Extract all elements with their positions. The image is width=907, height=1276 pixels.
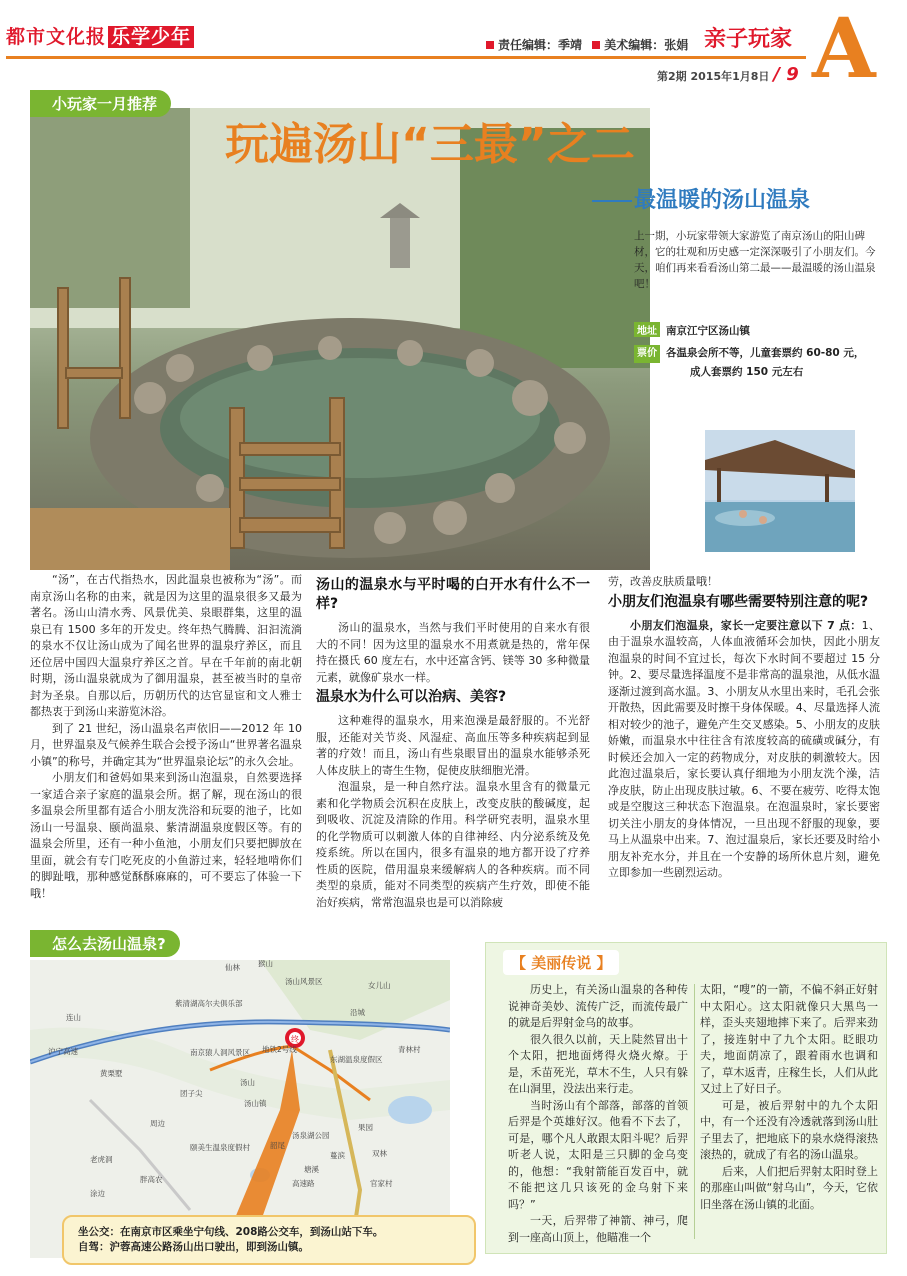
route-map bbox=[30, 960, 450, 1258]
bullet-square-icon bbox=[592, 41, 600, 49]
map-label: 官家村 bbox=[370, 1179, 393, 1188]
map-label: 沿城 bbox=[350, 1008, 365, 1017]
pavilion-illustration bbox=[705, 430, 855, 552]
hot-spring-illustration bbox=[30, 108, 650, 570]
paragraph: 到了 21 世纪，汤山温泉名声依旧——2012 年 10 月，世界温泉及气候养生联合会授予汤山“世界著名温泉小镇”的称号，并确定其为“世界温泉论坛”的永久会址。 bbox=[30, 721, 302, 768]
address-value: 南京江宁区汤山镇 bbox=[666, 325, 750, 337]
body-column-3 bbox=[608, 574, 880, 882]
price-label: 票价 bbox=[634, 345, 660, 363]
paragraph: 泡温泉，是一种自然疗法。温泉水里含有的微量元素和化学物质会沉积在皮肤上，改变皮肤的酸碱度，起到吸收、沉淀及清除的作用。科学研究表明，温泉水里的化学物质可以刺激人体的自律神经、内分泌系统及免疫系统。所以在国内，很多有温泉的地方都开设了疗养性质的医院，借用温泉来缓解病人的各种疾病。而不同类型的泉质，能对不同类型的疾病产生疗效，即使不能治好疾病，常常泡温泉也是可以消除疲 bbox=[316, 780, 590, 909]
tips-text: 1、由于温泉水温较高，人体血液循环会加快，因此小朋友泡温泉的时间不宜过长，每次下水时间不要超过 15 分钟。2、要尽量选择温度不是非常高的温泉池，从低水温逐渐过渡到高水温。3、小朋友从水里出来时，毛孔会张开散热，因此需要及时擦干身体保暖。4、尽量选择人流相对较少的池子，避免产生交叉感染。5、小朋友的皮肤娇嫩，而温泉水中往往含有浓度较高的硫磺或碱分，有时候还会加入一定的药物成分，对皮肤的刺激较大。因此泡过温泉后，家长要认真仔细地为小朋友洗个澡，洁净皮肤，防止出现皮肤过敏。6、不要在疲劳、吃得太饱或是空腹这三种状态下泡温泉。在泡温泉时，家长要密切关注小朋友的身体情况，一旦出现不舒服的现象，要马上从温泉中出来。7、泡过温泉后，家长还要及时给小朋友补充水分，并且在一个安静的场所休息片刻，避免立即参加一些剧烈运动。 bbox=[608, 618, 881, 879]
map-label: 颐美生温泉度假村 bbox=[190, 1143, 250, 1152]
map-label: 黄栗墅 bbox=[100, 1069, 123, 1078]
map-label: 猴山 bbox=[258, 960, 273, 968]
bus-label: 坐公交： bbox=[78, 1226, 120, 1238]
paragraph: “汤”，在古代指热水，因此温泉也被称为“汤”。而南京汤山名称的由来，就是因为这里的温泉很多又最为著名。汤山山清水秀、风景优美、泉眼群集，这里的温泉已有 1500 多年的开发史。终年热气腾腾、汩汩流淌的泉水不仅让汤山成为了闻名世界的温泉疗养区，而且还位居中国四大温泉疗养区之首。早在千年前的南北朝时期，汤山温泉就成为了御用温泉，甚至被当时的皇帝封为圣泉。自那以后，历朝历代的达官显宦和文人雅士都热衷于到汤山来游览沐浴。 bbox=[30, 573, 302, 718]
paragraph: 劳，改善皮肤质量哦！ bbox=[608, 575, 718, 588]
map-label: 涂边 bbox=[90, 1189, 105, 1198]
paragraph: 一天，后羿带了神箭、神弓，爬到一座高山顶上，他瞄准一个 bbox=[508, 1214, 688, 1244]
map-label: 汤泉湖公园 bbox=[292, 1131, 330, 1140]
directions-box bbox=[62, 1215, 476, 1265]
paragraph: 当时汤山有个部落，部落的首领后羿是个英雄好汉。他看不下去了，可是，哪个凡人敢跟太阳斗呢？后羿听老人说，太阳是三只脚的金乌变的，他想：“我射箭能百发百中，就不能把这几只该死的金乌射下来吗？” bbox=[508, 1098, 688, 1211]
car-label: 自驾： bbox=[78, 1241, 110, 1253]
directions-tag: 怎么去汤山温泉? bbox=[30, 930, 180, 957]
body-column-1 bbox=[30, 572, 302, 902]
map-label: 胖高农 bbox=[140, 1175, 163, 1184]
page-letter: A bbox=[812, 1, 876, 97]
article-subtitle: 最温暖的汤山温泉 bbox=[592, 183, 810, 214]
paragraph: 后来，人们把后羿射太阳时登上的那座山叫做“射乌山”，今天，它依旧坐落在汤山镇的北面。 bbox=[700, 1164, 878, 1211]
legend-tag: 【 美丽传说 】 bbox=[503, 950, 619, 975]
paper-name: 都市文化报 bbox=[6, 26, 107, 48]
map-label: 双林 bbox=[372, 1149, 387, 1158]
map-label: 沪宁高速 bbox=[48, 1047, 78, 1056]
price-line: 成人套票约 150 元左右 bbox=[690, 366, 804, 378]
legend-divider bbox=[694, 984, 695, 1239]
issue-date: 第2期 2015年1月8日 bbox=[657, 70, 770, 83]
legend-column-1 bbox=[508, 982, 688, 1246]
paragraph: 汤山的温泉水，当然与我们平时使用的自来水有很大的不同！因为这里的温泉水不用煮就是热的，常年保持在摄氏 60 度左右，水中还富含钙、镁等 30 多种微量元素，就像矿泉水一样。 bbox=[316, 621, 590, 684]
map-label: 汤山镇 bbox=[244, 1099, 267, 1108]
map-label: 周边 bbox=[150, 1119, 165, 1128]
car-text: 沪蓉高速公路汤山出口驶出，即到汤山镇。 bbox=[109, 1241, 309, 1253]
map-label: 团子尖 bbox=[180, 1089, 203, 1098]
price-block bbox=[634, 344, 884, 381]
paragraph: 这种难得的温泉水，用来泡澡是最舒服的。不光舒服，还能对关节炎、风湿症、高血压等多种疾病起到显著的疗效！而且，汤山有些泉眼冒出的温泉水能够杀死人体皮肤上的寄生生物，促使皮肤细胞光滑。 bbox=[316, 714, 590, 777]
bus-directions bbox=[78, 1225, 460, 1240]
editor-credits bbox=[480, 36, 688, 53]
map-label: 仙林 bbox=[225, 963, 240, 972]
map-label: 蔓滨 bbox=[330, 1151, 345, 1160]
map-label: 紫清湖高尔夫俱乐部 bbox=[175, 999, 243, 1008]
bullet-square-icon bbox=[486, 41, 494, 49]
tips-lead: 小朋友们泡温泉，家长一定要注意以下 7 点： bbox=[630, 618, 862, 632]
paragraph: 很久很久以前，天上陡然冒出十个太阳，把地面烤得火烧火燎。于是，禾苗死光，草木不生，人只有躲在山洞里，没法出来行走。 bbox=[508, 1032, 688, 1095]
paragraph: 历史上，有关汤山温泉的各种传说神奇美妙、流传广泛，而流传最广的就是后羿射金乌的故事。 bbox=[508, 983, 688, 1029]
price-line: 各温泉会所不等，儿童套票约 60-80 元， bbox=[666, 347, 865, 359]
section-heading: 小朋友们泡温泉有哪些需要特别注意的呢? bbox=[608, 593, 869, 610]
editor-role: 美术编辑： bbox=[604, 38, 665, 52]
map-label: 南京猿人洞风景区 bbox=[190, 1048, 250, 1057]
address-line bbox=[634, 322, 750, 338]
body-column-2 bbox=[316, 574, 590, 911]
recommend-tag: 小玩家一月推荐 bbox=[30, 90, 171, 117]
hot-spring-photo bbox=[30, 108, 650, 570]
section-heading: 汤山的温泉水与平时喝的白开水有什么不一样? bbox=[316, 577, 590, 612]
car-directions bbox=[78, 1240, 460, 1255]
map-label: 韶尾 bbox=[270, 1141, 285, 1150]
article-title: 玩遍汤山“三最”之二 bbox=[225, 119, 635, 170]
map-label: 老虎洞 bbox=[90, 1155, 113, 1164]
header-rule bbox=[6, 56, 806, 59]
map-label: 连山 bbox=[66, 1013, 81, 1022]
section-name: 乐学少年 bbox=[108, 26, 194, 48]
editor-name: 张娟 bbox=[664, 38, 689, 52]
paragraph: 可是，被后羿射中的九个太阳中，有一个还没有冷透就落到汤山肚子里去了，把地底下的泉水烧得滚热滚热的，就成了有名的汤山温泉。 bbox=[700, 1098, 878, 1161]
map-label: 青林村 bbox=[398, 1045, 421, 1054]
map-label: 汤山风景区 bbox=[285, 977, 323, 986]
masthead bbox=[6, 22, 194, 49]
issue-info bbox=[657, 64, 799, 85]
editor-name: 季靖 bbox=[558, 38, 583, 52]
map-label: 果园 bbox=[358, 1123, 373, 1132]
bus-text: 在南京市区乘坐宁句线、208路公交车，到汤山站下车。 bbox=[120, 1226, 384, 1238]
map-label: 地铁2号线 bbox=[262, 1045, 297, 1054]
paragraph: 太阳，“嗖”的一箭，不偏不斜正好射中太阳心。这太阳就像只大黑鸟一样，歪头夹翅地摔下来了。后羿来劲了，接连射中了九个太阳。眨眼功夫，地面荫凉了，跟着雨水也调和了，草木返青，庄稼生长，人们从此又过上了好日子。 bbox=[700, 983, 878, 1095]
map-label: 高速路 bbox=[292, 1179, 315, 1188]
map-label: 东湖温泉度假区 bbox=[330, 1055, 383, 1064]
address-label: 地址 bbox=[634, 322, 660, 337]
page-number: / 9 bbox=[773, 64, 799, 85]
hot-spring-pavilion-photo bbox=[705, 430, 855, 552]
map-label: 塘溪 bbox=[304, 1165, 319, 1174]
paragraph bbox=[608, 618, 880, 882]
station-marker: 终 bbox=[291, 1035, 299, 1044]
section-heading: 温泉水为什么可以治病、美容? bbox=[316, 689, 507, 705]
legend-column-2 bbox=[700, 982, 878, 1213]
map-label: 女儿山 bbox=[368, 981, 391, 990]
column-name: 亲子玩家 bbox=[704, 27, 793, 52]
map-label: 汤山 bbox=[240, 1078, 255, 1087]
map-graphic bbox=[30, 960, 450, 1258]
article-intro: 上一期，小玩家带领大家游览了南京汤山的阳山碑材，它的壮观和历史感一定深深吸引了小朋友们。今天，咱们再来看看汤山第二最——最温暖的汤山温泉吧！ bbox=[634, 230, 876, 290]
paragraph: 小朋友们和爸妈如果来到汤山泡温泉，自然要选择一家适合亲子家庭的温泉会所。据了解，现在汤山的很多温泉会所里都有适合小朋友洗浴和玩耍的池子，比如汤山一号温泉、颐尚温泉、紫清湖温泉度假区等。有的温泉会所里，还有一种小鱼池，小朋友们只要把脚放在里面，就会有专门吃死皮的小鱼游过来，轻轻地啃你们的脚趾哦，那种感觉酥酥麻麻的，可不要忘了体验一下哦！ bbox=[30, 771, 302, 900]
editor-role: 责任编辑： bbox=[498, 38, 559, 52]
